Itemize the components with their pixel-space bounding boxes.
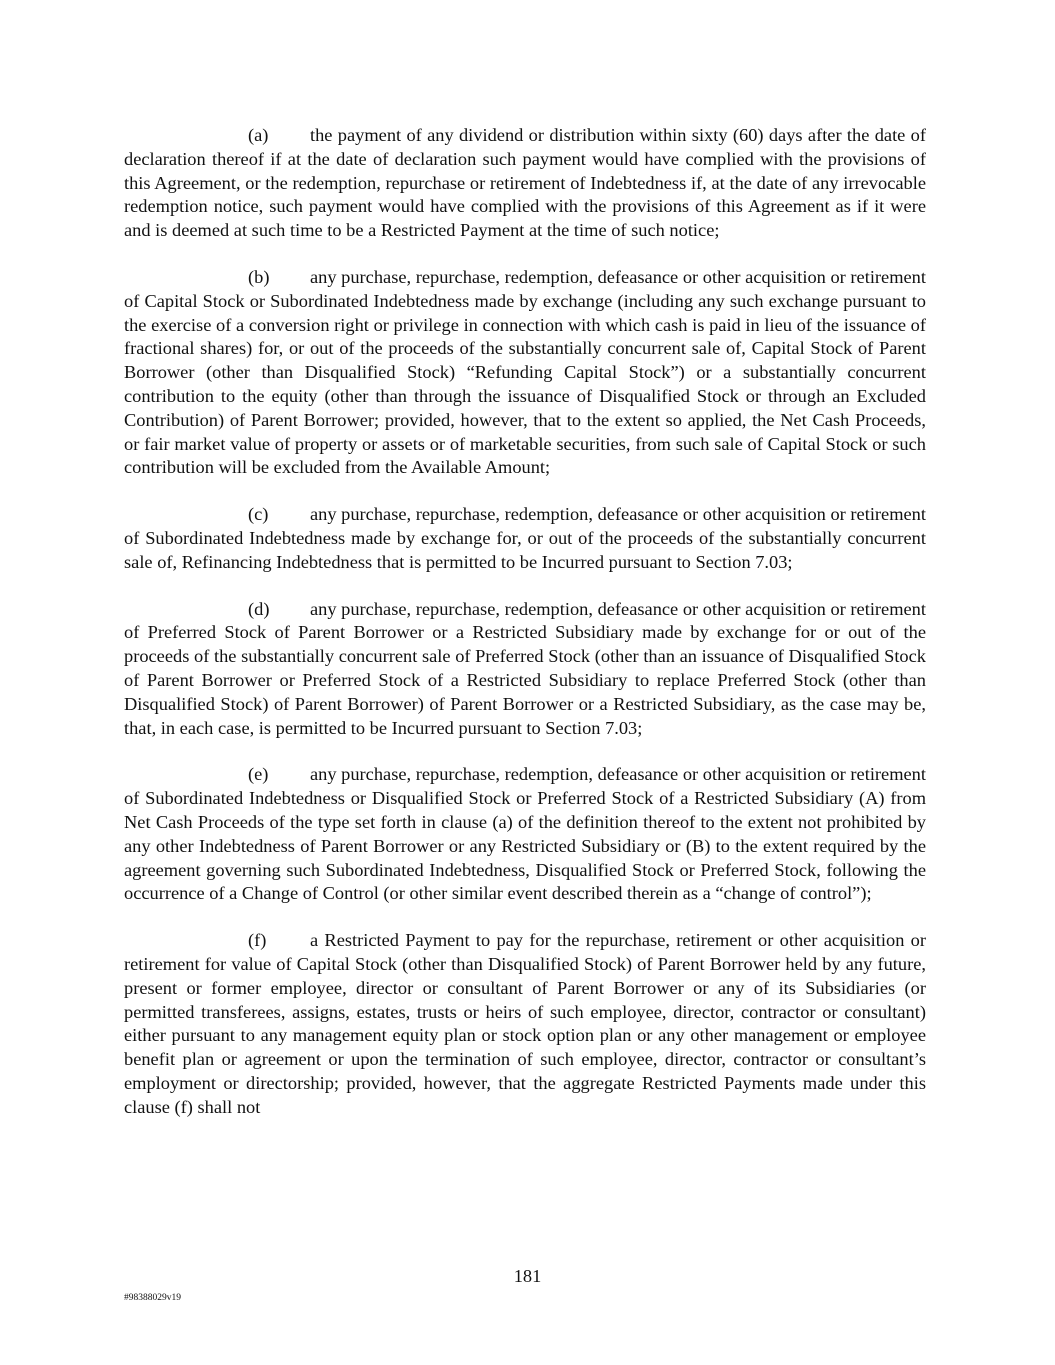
- clause-text-b: any purchase, repurchase, redemption, defeasance or other acquisition or retirement of Capital Stock or Subordinated Indebtedness made by exchange (including any such exchange pursuant to the exercise of a conversion right or privilege in connection with which cash is paid in lieu of the issuance of fractional shares) for, or out of the proceeds of the substantially concurrent sale of, Capital Stock of Parent Borrower (other than Disqualified Stock) “Refunding Capital Stock”) or a substantially concurrent contribution to the equity (other than through the issuance of Disqualified Stock or through an Excluded Contribution) of Parent Borrower; provided, however, that to the extent so applied, the Net Cash Proceeds, or fair market value of property or assets or of marketable securities, from such sale of Capital Stock or such contribution will be excluded from the Available Amount;: [124, 266, 926, 478]
- clause-label-f: (f): [248, 930, 267, 951]
- paragraph-b: [124, 266, 926, 480]
- document-body: [124, 124, 926, 1142]
- paragraph-e: [124, 763, 926, 906]
- page-number: 181: [513, 1266, 542, 1286]
- paragraph-c: [124, 503, 926, 574]
- clause-text-a: the payment of any dividend or distribution within sixty (60) days after the date of declaration thereof if at the date of declaration such payment would have complied with the provisions of this Agreement, or the redemption, repurchase or retirement of Indebtedness if, at the date of any irrevocable redemption notice, such payment would have complied with the provisions of this Agreement as if it were and is deemed at such time to be a Restricted Payment at the time of such notice;: [124, 125, 926, 241]
- paragraph-f: [124, 929, 926, 1119]
- document-id: #98388029v19: [124, 1293, 181, 1303]
- clause-label-a: (a): [248, 125, 269, 145]
- clause-label-b: (b): [248, 266, 270, 287]
- clause-label-d: (d): [248, 598, 270, 619]
- clause-label-c: (c): [248, 504, 269, 525]
- clause-text-c: any purchase, repurchase, redemption, defeasance or other acquisition or retirement of Subordinated Indebtedness made by exchange for, or out of the proceeds of the substantially concurrent sale of, Refinancing Indebtedness that is permitted to be Incurred pursuant to Section 7.03;: [124, 504, 926, 572]
- paragraph-a: [124, 124, 926, 243]
- paragraph-d: [124, 598, 926, 741]
- clause-label-e: (e): [248, 764, 269, 785]
- clause-text-f: a Restricted Payment to pay for the repurchase, retirement or other acquisition or retirement for value of Capital Stock (other than Disqualified Stock) of Parent Borrower held by any future, present or former employee, director or consultant of Parent Borrower or any of its Subsidiaries (or permitted transferees, assigns, estates, trusts or heirs of such employee, director, contractor or consultant) either pursuant to any management equity plan or stock option plan or any other management or employee benefit plan or agreement or upon the termination of such employee, director, contractor or consultant’s employment or directorship; provided, however, that the aggregate Restricted Payments made under this clause (f) shall not: [124, 930, 926, 1117]
- clause-text-e: any purchase, repurchase, redemption, defeasance or other acquisition or retirement of Subordinated Indebtedness or Disqualified Stock or Preferred Stock of a Restricted Subsidiary (A) from Net Cash Proceeds of the type set forth in clause (a) of the definition thereof to the extent not prohibited by any other Indebtedness of Parent Borrower or any Restricted Subsidiary or (B) to the extent required by the agreement governing such Subordinated Indebtedness, Disqualified Stock or Preferred Stock, following the occurrence of a Change of Control (or other similar event described therein as a “change of control”);: [124, 764, 926, 904]
- clause-text-d: any purchase, repurchase, redemption, defeasance or other acquisition or retirement of Preferred Stock of Parent Borrower or a Restricted Subsidiary made by exchange for or out of the proceeds of the substantially concurrent sale of Preferred Stock (other than an issuance of Disqualified Stock of Parent Borrower or Preferred Stock of a Restricted Subsidiary to replace Preferred Stock (other than Disqualified Stock) of Parent Borrower) of Parent Borrower or a Restricted Subsidiary, as the case may be, that, in each case, is permitted to be Incurred pursuant to Section 7.03;: [124, 598, 926, 738]
